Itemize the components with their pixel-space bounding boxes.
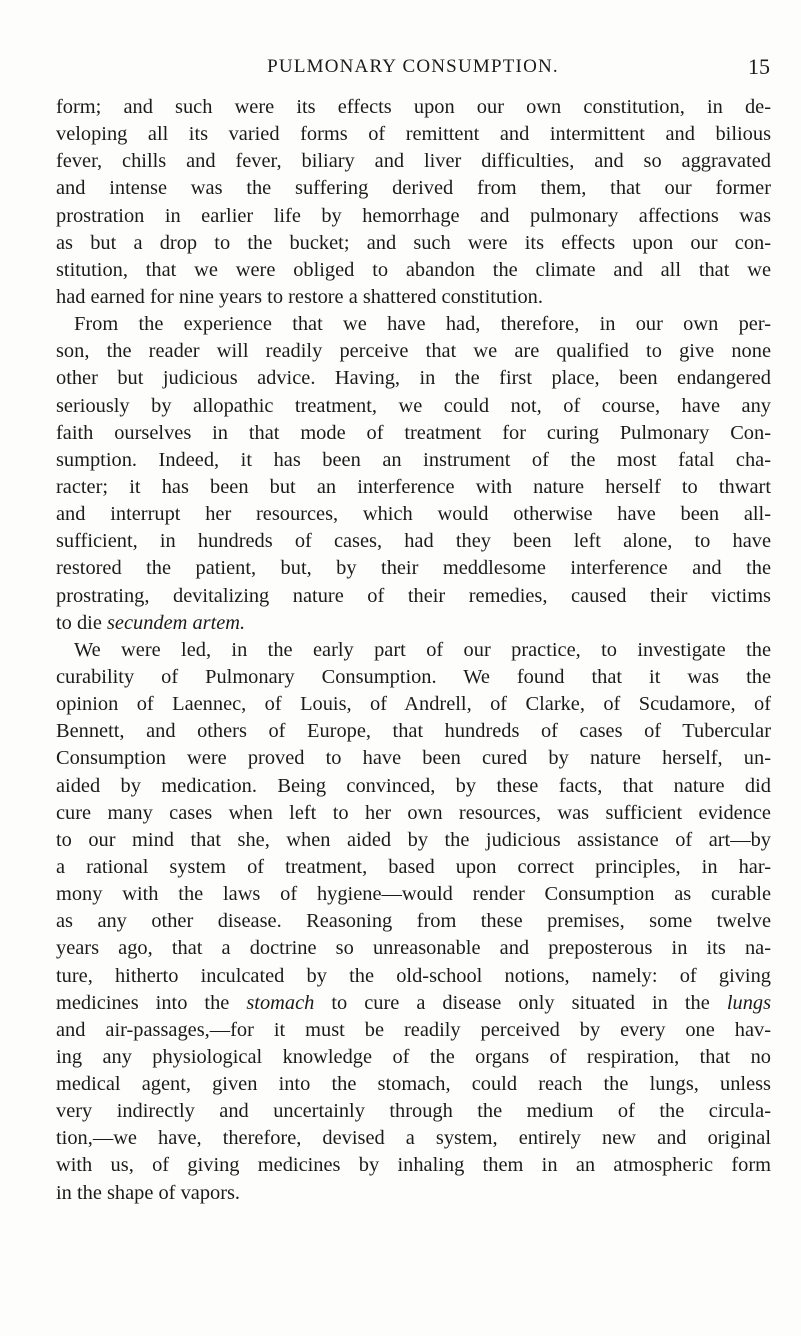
text-line (56, 338, 771, 365)
line-text: son, the reader will readily perceive that we are qualified to give none (56, 340, 771, 363)
text-line (56, 148, 771, 175)
line-text: to die (56, 611, 107, 634)
line-text: veloping all its varied forms of remittent and intermittent and bilious (56, 123, 771, 146)
text-line (56, 501, 771, 528)
running-head (56, 56, 770, 86)
line-text: with us, of giving medicines by inhaling them in an atmospheric form (56, 1154, 771, 1177)
text-line (56, 691, 771, 718)
line-text: We were led, in the early part of our practice, to investigate the (74, 638, 771, 661)
running-title: PULMONARY CONSUMPTION. (267, 56, 559, 77)
paragraph (56, 637, 771, 1207)
text-line (56, 610, 771, 637)
line-text: curability of Pulmonary Consumption. We found that it was the (56, 665, 771, 688)
text-line (56, 881, 771, 908)
body-text (56, 94, 771, 1207)
line-text: had earned for nine years to restore a shattered constitution. (56, 285, 543, 308)
text-line (56, 365, 771, 392)
text-line (56, 393, 771, 420)
text-line (56, 745, 771, 772)
text-line (56, 121, 771, 148)
line-text: tion,—we have, therefore, devised a system, entirely new and original (56, 1127, 771, 1150)
line-text: and interrupt her resources, which would otherwise have been all- (56, 503, 771, 526)
line-text: and intense was the suffering derived from them, that our former (56, 177, 771, 200)
text-line (56, 1098, 771, 1125)
text-line (56, 963, 771, 990)
line-text: stitution, that we were obliged to abandon the climate and all that we (56, 258, 771, 281)
line-text: mony with the laws of hygiene—would render Consumption as curable (56, 883, 771, 906)
italic-text: lungs (726, 991, 772, 1014)
text-line (56, 1017, 771, 1044)
text-line (56, 1044, 771, 1071)
text-line (56, 420, 771, 447)
text-line (56, 1125, 771, 1152)
line-text: very indirectly and uncertainly through the medium of the circula- (56, 1100, 771, 1123)
line-text: form; and such were its effects upon our own constitution, in de- (56, 96, 771, 118)
line-text: as but a drop to the bucket; and such were its effects upon our con- (56, 231, 771, 254)
text-line (56, 555, 771, 582)
line-text: opinion of Laennec, of Louis, of Andrell, of Clarke, of Scudamore, of (56, 693, 771, 716)
line-text: Bennett, and others of Europe, that hundreds of cases of Tubercular (56, 720, 771, 743)
text-line (56, 990, 771, 1017)
text-line (56, 311, 771, 338)
text-line (56, 447, 771, 474)
line-text: prostrating, devitalizing nature of their remedies, caused their victims (56, 584, 771, 607)
line-text: prostration in earlier life by hemorrhage and pulmonary affections was (56, 204, 771, 227)
text-line (56, 528, 771, 555)
page-number: 15 (748, 54, 770, 79)
text-line (56, 718, 771, 745)
line-text: other but judicious advice. Having, in the first place, been endangered (56, 367, 771, 390)
line-text: Consumption were proved to have been cured by nature herself, un- (56, 747, 771, 770)
text-line (56, 230, 771, 257)
text-line (56, 474, 771, 501)
text-line (56, 1152, 771, 1179)
text-line (56, 583, 771, 610)
line-text: ing any physiological knowledge of the organs of respiration, that no (56, 1045, 771, 1068)
text-line (56, 175, 771, 202)
line-text: sumption. Indeed, it has been an instrument of the most fatal cha- (56, 448, 771, 471)
line-text: in the shape of vapors. (56, 1181, 241, 1204)
text-line (56, 773, 771, 800)
line-text: medicines into the (56, 991, 247, 1014)
line-text: fever, chills and fever, biliary and liver difficulties, and so aggravated (56, 150, 771, 173)
text-line (56, 1071, 771, 1098)
line-text: to our mind that she, when aided by the judicious assistance of art—by (56, 828, 771, 851)
paragraph (56, 94, 771, 311)
text-line (56, 827, 771, 854)
text-line (56, 935, 771, 962)
paragraph (56, 311, 771, 637)
line-text: racter; it has been but an interference with nature herself to thwart (56, 475, 771, 498)
text-line (56, 1180, 771, 1207)
text-line (56, 257, 771, 284)
line-text: a rational system of treatment, based upon correct principles, in har- (56, 855, 771, 878)
line-text: faith ourselves in that mode of treatment for curing Pulmonary Con- (56, 421, 771, 444)
line-text: and air-passages,—for it must be readily perceived by every one hav- (56, 1018, 771, 1041)
text-line (56, 284, 771, 311)
italic-text: secundem artem. (106, 611, 246, 634)
line-text: as any other disease. Reasoning from these premises, some twelve (56, 910, 771, 933)
text-line (56, 854, 771, 881)
line-text: medical agent, given into the stomach, could reach the lungs, unless (56, 1073, 771, 1096)
text-line (56, 664, 771, 691)
line-text: aided by medication. Being convinced, by these facts, that nature did (56, 774, 771, 797)
text-line (56, 800, 771, 827)
line-text: seriously by allopathic treatment, we could not, of course, have any (56, 394, 771, 417)
italic-text: stomach (246, 991, 315, 1014)
line-text: to cure a disease only situated in the (314, 991, 727, 1014)
line-text: restored the patient, but, by their meddlesome interference and the (56, 557, 771, 580)
line-text: years ago, that a doctrine so unreasonable and preposterous in its na- (56, 937, 771, 960)
line-text: From the experience that we have had, therefore, in our own per- (74, 313, 771, 336)
line-text: sufficient, in hundreds of cases, had they been left alone, to have (56, 530, 771, 553)
line-text: cure many cases when left to her own resources, was sufficient evidence (56, 801, 771, 824)
text-line (56, 94, 771, 121)
text-line (56, 637, 771, 664)
line-text: ture, hitherto inculcated by the old-school notions, namely: of giving (56, 964, 771, 987)
text-line (56, 908, 771, 935)
text-line (56, 203, 771, 230)
